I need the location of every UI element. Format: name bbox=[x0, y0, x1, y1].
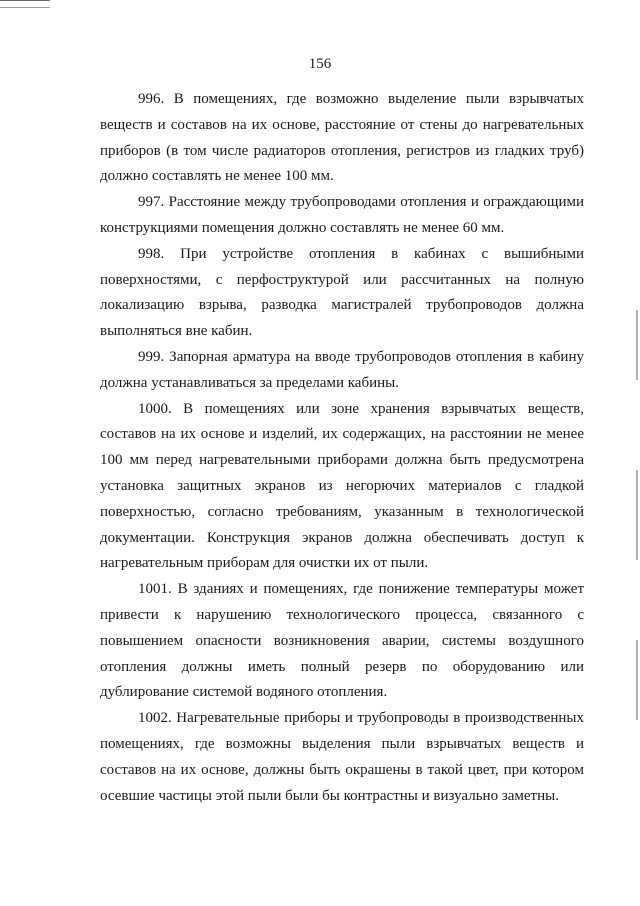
scan-edge-mark bbox=[636, 470, 638, 560]
page-number: 156 bbox=[308, 56, 332, 72]
paragraph-1000: 1000. В помещениях или зоне хранения взрывчатых веществ, составов на их основе и изделий, их содержащих, на расстоянии не менее 100 мм перед нагревательными приборами должна быть предусмотрена установка защитных экранов из негорючих материалов с гладкой поверхностью, согласно требованиям, указанным в технологической документации. Конструкция экранов должна обеспечивать доступ к нагревательным приборам для очистки их от пыли. bbox=[100, 400, 584, 572]
scan-edge-mark bbox=[636, 640, 638, 720]
paragraph-1002: 1002. Нагревательные приборы и трубопроводы в производственных помещениях, где возможны выделения пыли взрывчатых веществ и составов на их основе, должны быть окрашены в такой цвет, при котором осевшие частицы этой пыли были бы контрастны и визуально заметны. bbox=[100, 710, 584, 804]
paragraph-998: 998. При устройстве отопления в кабинах с вышибными поверхностями, с перфоструктурой или рассчитанных на полную локализацию взрыва, разводка магистралей трубопроводов должна выполняться вне кабин. bbox=[100, 245, 584, 340]
paragraph-996: 996. В помещениях, где возможно выделение пыли взрывчатых веществ и составов на их основе, расстояние от стены до нагревательных приборов (в том числе радиаторов отопления, регистров из гладких труб) должно составлять не менее 100 мм. bbox=[100, 91, 584, 185]
scan-edge-mark bbox=[636, 310, 638, 380]
document-body bbox=[100, 87, 584, 809]
scan-top-rule bbox=[0, 0, 50, 8]
paragraph-1001: 1001. В зданиях и помещениях, где понижение температуры может привести к нарушению технологического процесса, связанного с повышением опасности возникновения аварии, системы воздушного отопления должны иметь полный резерв по оборудованию или дублирование системой водяного отопления. bbox=[100, 581, 584, 701]
paragraph-997: 997. Расстояние между трубопроводами отопления и ограждающими конструкциями помещения должно составлять не менее 60 мм. bbox=[100, 194, 584, 236]
paragraph-999: 999. Запорная арматура на вводе трубопроводов отопления в кабину должна устанавливаться за пределами кабины. bbox=[100, 348, 584, 391]
